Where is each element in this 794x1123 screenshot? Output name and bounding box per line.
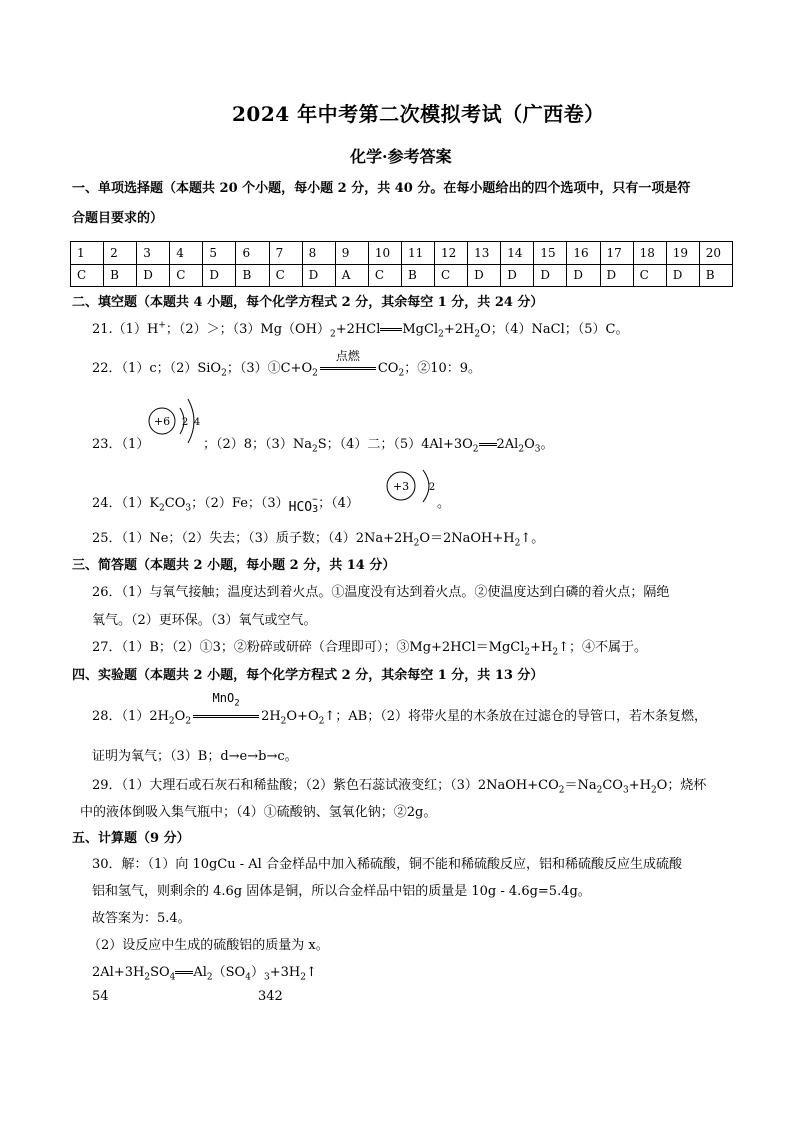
q23-label: 23．（1） bbox=[92, 437, 150, 452]
q28-answer: 28．$(1)2H_2O_2$ MnO$_2$ $2H_2O+O_2↑$；AB；（2）将带火星的木条放在过滤仓的导管口，若木条复燃， bbox=[92, 691, 707, 727]
answer-letter-cell: D bbox=[567, 264, 600, 287]
nucleus-charge: +3 bbox=[392, 480, 410, 493]
answer-letter-cell: B bbox=[104, 264, 137, 287]
shell1-electrons: 2 bbox=[428, 482, 436, 493]
question-number-cell: 2 bbox=[104, 242, 137, 265]
question-number-cell: 6 bbox=[236, 242, 269, 265]
question-number-cell: 3 bbox=[137, 242, 170, 265]
answer-letter-cell: B bbox=[401, 264, 434, 287]
answer-letter-cell: B bbox=[699, 264, 732, 287]
answer-numbers-row bbox=[71, 242, 733, 265]
answer-letters-row bbox=[71, 264, 733, 287]
answer-letter-cell: C bbox=[71, 264, 104, 287]
q30-answer: 30．解：（1）向 10gCu - Al 合金样品中加入稀硫酸，铜不能和稀硫酸反应，铝和稀硫酸反应生成硫酸 bbox=[92, 857, 682, 872]
question-number-cell: 7 bbox=[269, 242, 302, 265]
q23-answer: ；（2）8；$(3)Na_2S$；（4）二；$(5)4Al+3O_2$ $2Al_2O_3$。 bbox=[203, 437, 554, 455]
q22-answer: 22．（1）c；（2）SiO$_2$；$(3)①C+O_2$ 点燃 $CO_2$；②10：9。 bbox=[92, 349, 482, 379]
page-title: 2024 年中考第二次模拟考试（广西卷） bbox=[232, 102, 605, 126]
q28-answer-cont: 证明为氧气；（3）B；d→e→b→c。 bbox=[92, 749, 298, 764]
question-number-cell: 15 bbox=[534, 242, 567, 265]
molar-mass-al2so43: 342 bbox=[258, 989, 283, 1004]
q24-end: 。 bbox=[437, 496, 451, 511]
question-number-cell: 11 bbox=[401, 242, 434, 265]
nucleus-charge: +6 bbox=[153, 415, 171, 428]
q29-answer-cont: 中的液体倒吸入集气瓶中；（4）①硫酸钠、氢氧化钠；②2g。 bbox=[80, 805, 437, 820]
molar-mass-al: 54 bbox=[92, 989, 109, 1004]
answer-letter-cell: C bbox=[269, 264, 302, 287]
page-subtitle: 化学·参考答案 bbox=[350, 147, 452, 166]
question-number-cell: 13 bbox=[468, 242, 501, 265]
q25-answer: 25．（1）Ne；（2）失去；（3）质子数；$(4)2Na+2H_2O=2NaOH+H_2↑$。 bbox=[92, 531, 545, 549]
section1-heading-cont: 合题目要求的） bbox=[72, 211, 164, 226]
q21-answer: 21.（1）H+；（2）＞；$(3)Mg(OH)_2+2HCl$ $MgCl_2+2H_2O$；（4）NaCl；（5）C。 bbox=[92, 320, 629, 340]
question-number-cell: 5 bbox=[203, 242, 236, 265]
question-number-cell: 14 bbox=[501, 242, 534, 265]
shell1-electrons: 2 bbox=[181, 417, 189, 428]
section2-heading: 二、填空题（本题共 4 小题，每个化学方程式 2 分，其余每空 1 分，共 24 分） bbox=[72, 295, 544, 310]
reaction-condition: MnO$_2$ bbox=[191, 709, 261, 724]
q30-equation: $2Al+3H_2SO_4$ $Al_2(SO_4)_3+3H_2↑$ bbox=[92, 965, 317, 983]
question-number-cell: 20 bbox=[699, 242, 732, 265]
answer-letter-cell: D bbox=[137, 264, 170, 287]
answer-table bbox=[70, 241, 733, 287]
answer-letter-cell: C bbox=[435, 264, 468, 287]
answer-letter-cell: D bbox=[534, 264, 567, 287]
question-number-cell: 17 bbox=[600, 242, 633, 265]
question-number-cell: 16 bbox=[567, 242, 600, 265]
shell2-electrons: 4 bbox=[193, 417, 201, 428]
question-number-cell: 1 bbox=[71, 242, 104, 265]
question-number-cell: 18 bbox=[633, 242, 666, 265]
section3-heading: 三、简答题（本题共 2 小题，每小题 2 分，共 14 分） bbox=[72, 558, 396, 573]
section5-heading: 五、计算题（9 分） bbox=[72, 831, 190, 846]
answer-letter-cell: D bbox=[501, 264, 534, 287]
q29-answer: 29．（1）大理石或石灰石和稀盐酸；（2）紫色石蕊试液变红；$(3)2NaOH+CO_2=Na_2CO_3+H_2O$；烧杯 bbox=[92, 778, 707, 796]
aluminum-ion-structure-diagram bbox=[381, 462, 441, 510]
reaction-condition: 点燃 bbox=[318, 361, 378, 376]
answer-letter-cell: C bbox=[368, 264, 401, 287]
q26-answer-cont: 氧气。（2）更环保。（3）氧气或空气。 bbox=[92, 613, 317, 628]
question-number-cell: 10 bbox=[368, 242, 401, 265]
question-number-cell: 9 bbox=[335, 242, 368, 265]
equation-bar bbox=[380, 328, 402, 331]
q26-answer: 26．（1）与氧气接触；温度达到着火点。①温度没有达到着火点。②使温度达到白磷的着火点；隔绝 bbox=[92, 585, 670, 600]
answer-letter-cell: C bbox=[170, 264, 203, 287]
equation-bar bbox=[479, 443, 497, 446]
question-number-cell: 19 bbox=[666, 242, 699, 265]
answer-letter-cell: D bbox=[468, 264, 501, 287]
carbon-atom-structure-diagram bbox=[144, 396, 208, 448]
q24-answer: 24．$(1)K_2CO_3$；（2）Fe；（3）HCO − 3 ；（4） bbox=[92, 495, 359, 515]
question-number-cell: 8 bbox=[302, 242, 335, 265]
answer-letter-cell: A bbox=[335, 264, 368, 287]
q30-answer-result: 故答案为：5.4。 bbox=[92, 911, 191, 926]
answer-letter-cell: D bbox=[203, 264, 236, 287]
answer-letter-cell: D bbox=[666, 264, 699, 287]
q30-part2: （2）设反应中生成的硫酸铝的质量为 x。 bbox=[88, 938, 329, 953]
section4-heading: 四、实验题（本题共 2 小题，每个化学方程式 2 分，其余每空 1 分，共 13 分） bbox=[72, 668, 544, 683]
q30-answer-cont: 铝和氢气，则剩余的 4.6g 固体是铜，所以合金样品中铝的质量是 10g - 4.6g=5.4g。 bbox=[92, 884, 591, 899]
section1-heading: 一、单项选择题（本题共 20 个小题，每小题 2 分，共 40 分。在每小题给出的四个选项中，只有一项是符 bbox=[72, 181, 691, 196]
question-number-cell: 4 bbox=[170, 242, 203, 265]
q27-answer: 27．（1）B；（2）①3；②粉碎或研碎（合理即可）；$③Mg+2HCl=MgCl_2+H_2↑$；④不属于。 bbox=[92, 640, 647, 658]
answer-letter-cell: B bbox=[236, 264, 269, 287]
question-number-cell: 12 bbox=[435, 242, 468, 265]
bicarbonate-ion: HCO − 3 bbox=[288, 495, 319, 515]
equation-bar bbox=[175, 971, 193, 974]
answer-letter-cell: D bbox=[600, 264, 633, 287]
answer-letter-cell: C bbox=[633, 264, 666, 287]
answer-letter-cell: D bbox=[302, 264, 335, 287]
